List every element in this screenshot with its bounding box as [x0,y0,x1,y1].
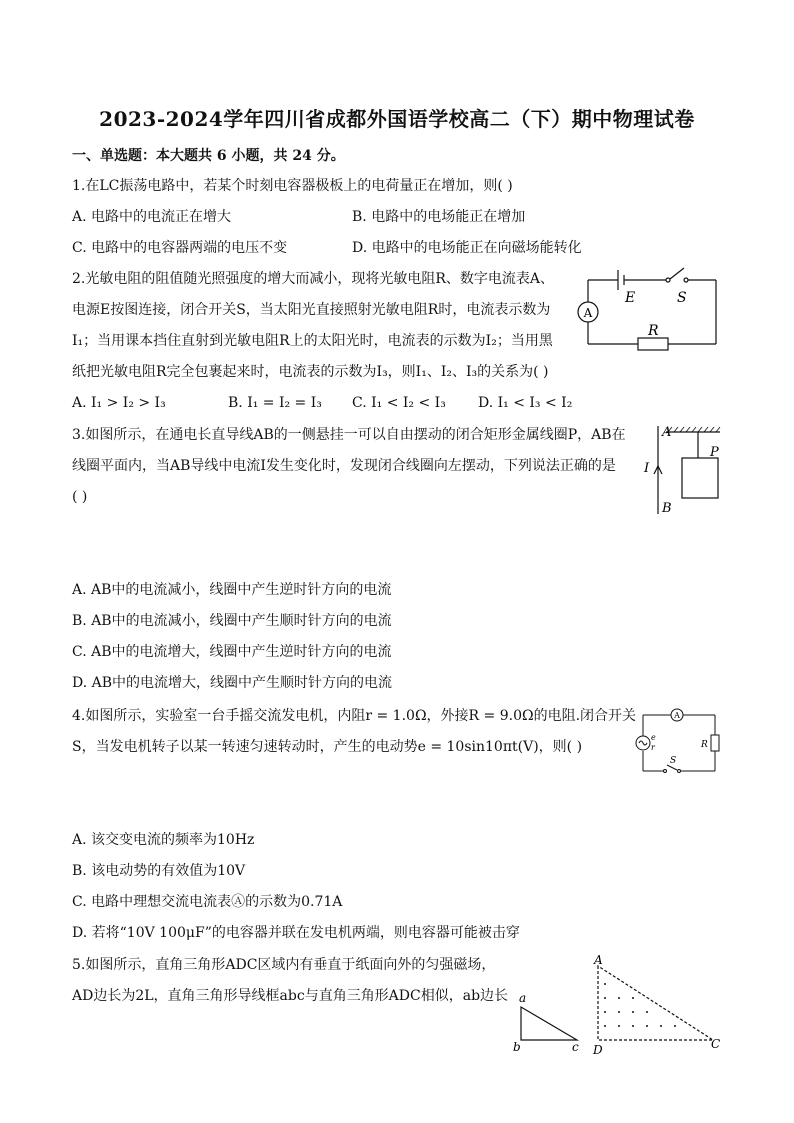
q3-option-d[interactable]: D. AB中的电流增大，线圈中产生顺时针方向的电流 [72,675,393,691]
q4-fig-label-r-internal: r [651,743,655,752]
q2-option-b[interactable]: B. I₁ = I₂ = I₃ [228,395,322,411]
q4-stem-line1: 4.如图所示，实验室一台手摇交流发电机，内阻r = 1.0Ω，外接R = 9.0Ω的电阻.闭合开关 [72,708,637,724]
q5-fig-label-a: A [594,953,603,967]
q4-option-c[interactable]: C. 电路中理想交流电流表Ⓐ的示数为0.71A [72,894,343,910]
q3-stem-line2: 线圈平面内，当AB导线中电流I发生变化时，发现闭合线圈向左摆动，下列说法正确的是 [72,458,616,474]
q2-option-c[interactable]: C. I₁ < I₂ < I₃ [352,395,446,411]
q3-option-c[interactable]: C. AB中的电流增大，线圈中产生逆时针方向的电流 [72,644,392,660]
q3-option-a[interactable]: A. AB中的电流减小，线圈中产生逆时针方向的电流 [72,582,392,598]
q3-stem-line1: 3.如图所示，在通电长直导线AB的一侧悬挂一可以自由摆动的闭合矩形金属线圈P，AB在 [72,427,626,443]
q2-option-a[interactable]: A. I₁ > I₂ > I₃ [72,395,166,411]
ammeter-icon: A [583,306,593,320]
section-heading: 一、单选题：本大题共 6 小题，共 24 分。 [72,148,345,164]
q5-fig-label-b-small: b [513,1040,521,1054]
q2-stem-line1: 2.光敏电阻的阻值随光照强度的增大而减小，现将光敏电阻R、数字电流表A、 [72,271,555,287]
q4-stem-line2: S，当发电机转子以某一转速匀速转动时，产生的电动势e = 10sin10πt(V)，则( ) [72,739,583,755]
q2-fig-label-s: S [677,290,687,306]
q3-wire-loop-diagram [640,420,740,520]
q5-triangle-field-diagram [505,952,735,1058]
q1-option-c[interactable]: C. 电路中的电容器两端的电压不变 [72,240,288,256]
q4-generator-circuit-diagram [635,705,725,777]
q4-fig-label-s: S [670,756,677,766]
q4-option-a[interactable]: A. 该交变电流的频率为10Hz [72,832,255,848]
q2-fig-label-r: R [648,323,659,339]
q1-stem: 1.在LC振荡电路中，若某个时刻电容器极板上的电荷量正在增加，则( ) [72,178,513,194]
q2-stem-line2: 电源E按图连接，闭合开关S，当太阳光直接照射光敏电阻R时，电流表示数为 [72,302,551,318]
q5-fig-label-a-small: a [519,991,527,1005]
q4-option-b[interactable]: B. 该电动势的有效值为10V [72,863,246,879]
ammeter-icon: A [674,711,680,720]
q2-option-d[interactable]: D. I₁ < I₃ < I₂ [478,395,573,411]
page-title: 2023-2024学年四川省成都外国语学校高二（下）期中物理试卷 [99,107,695,131]
q4-option-d[interactable]: D. 若将“10V 100μF”的电容器并联在发电机两端，则电容器可能被击穿 [72,925,520,941]
q3-option-b[interactable]: B. AB中的电流减小，线圈中产生顺时针方向的电流 [72,613,392,629]
q3-fig-label-p: P [710,445,719,460]
q5-fig-label-c: C [711,1037,721,1051]
q2-stem-line4: 纸把光敏电阻R完全包裹起来时，电流表的示数为I₃，则I₁、I₂、I₃的关系为( ) [72,364,549,380]
q2-circuit-diagram [570,262,730,362]
q3-fig-label-a: A [662,425,672,440]
q3-stem-line3: ( ) [72,489,88,505]
q2-fig-label-e: E [625,290,636,306]
q2-stem-line3: I₁；当用课本挡住直射到光敏电阻R上的太阳光时，电流表的示数为I₂；当用黑 [72,333,553,349]
q4-fig-label-e: e [651,733,656,742]
q5-fig-label-d: D [593,1043,603,1057]
q5-fig-label-c-small: c [572,1040,579,1054]
q3-fig-label-b: B [662,501,672,516]
q5-stem-line1: 5.如图所示，直角三角形ADC区域内有垂直于纸面向外的匀强磁场， [72,957,496,973]
q4-fig-label-r: R [701,740,708,750]
q1-option-b[interactable]: B. 电路中的电场能正在增加 [352,209,526,225]
q3-fig-label-i: I [644,461,650,476]
q5-stem-line2: AD边长为2L，直角三角形导线框abc与直角三角形ADC相似，ab边长 [72,988,509,1004]
q1-option-d[interactable]: D. 电路中的电场能正在向磁场能转化 [352,240,582,256]
q1-option-a[interactable]: A. 电路中的电流正在增大 [72,209,232,225]
